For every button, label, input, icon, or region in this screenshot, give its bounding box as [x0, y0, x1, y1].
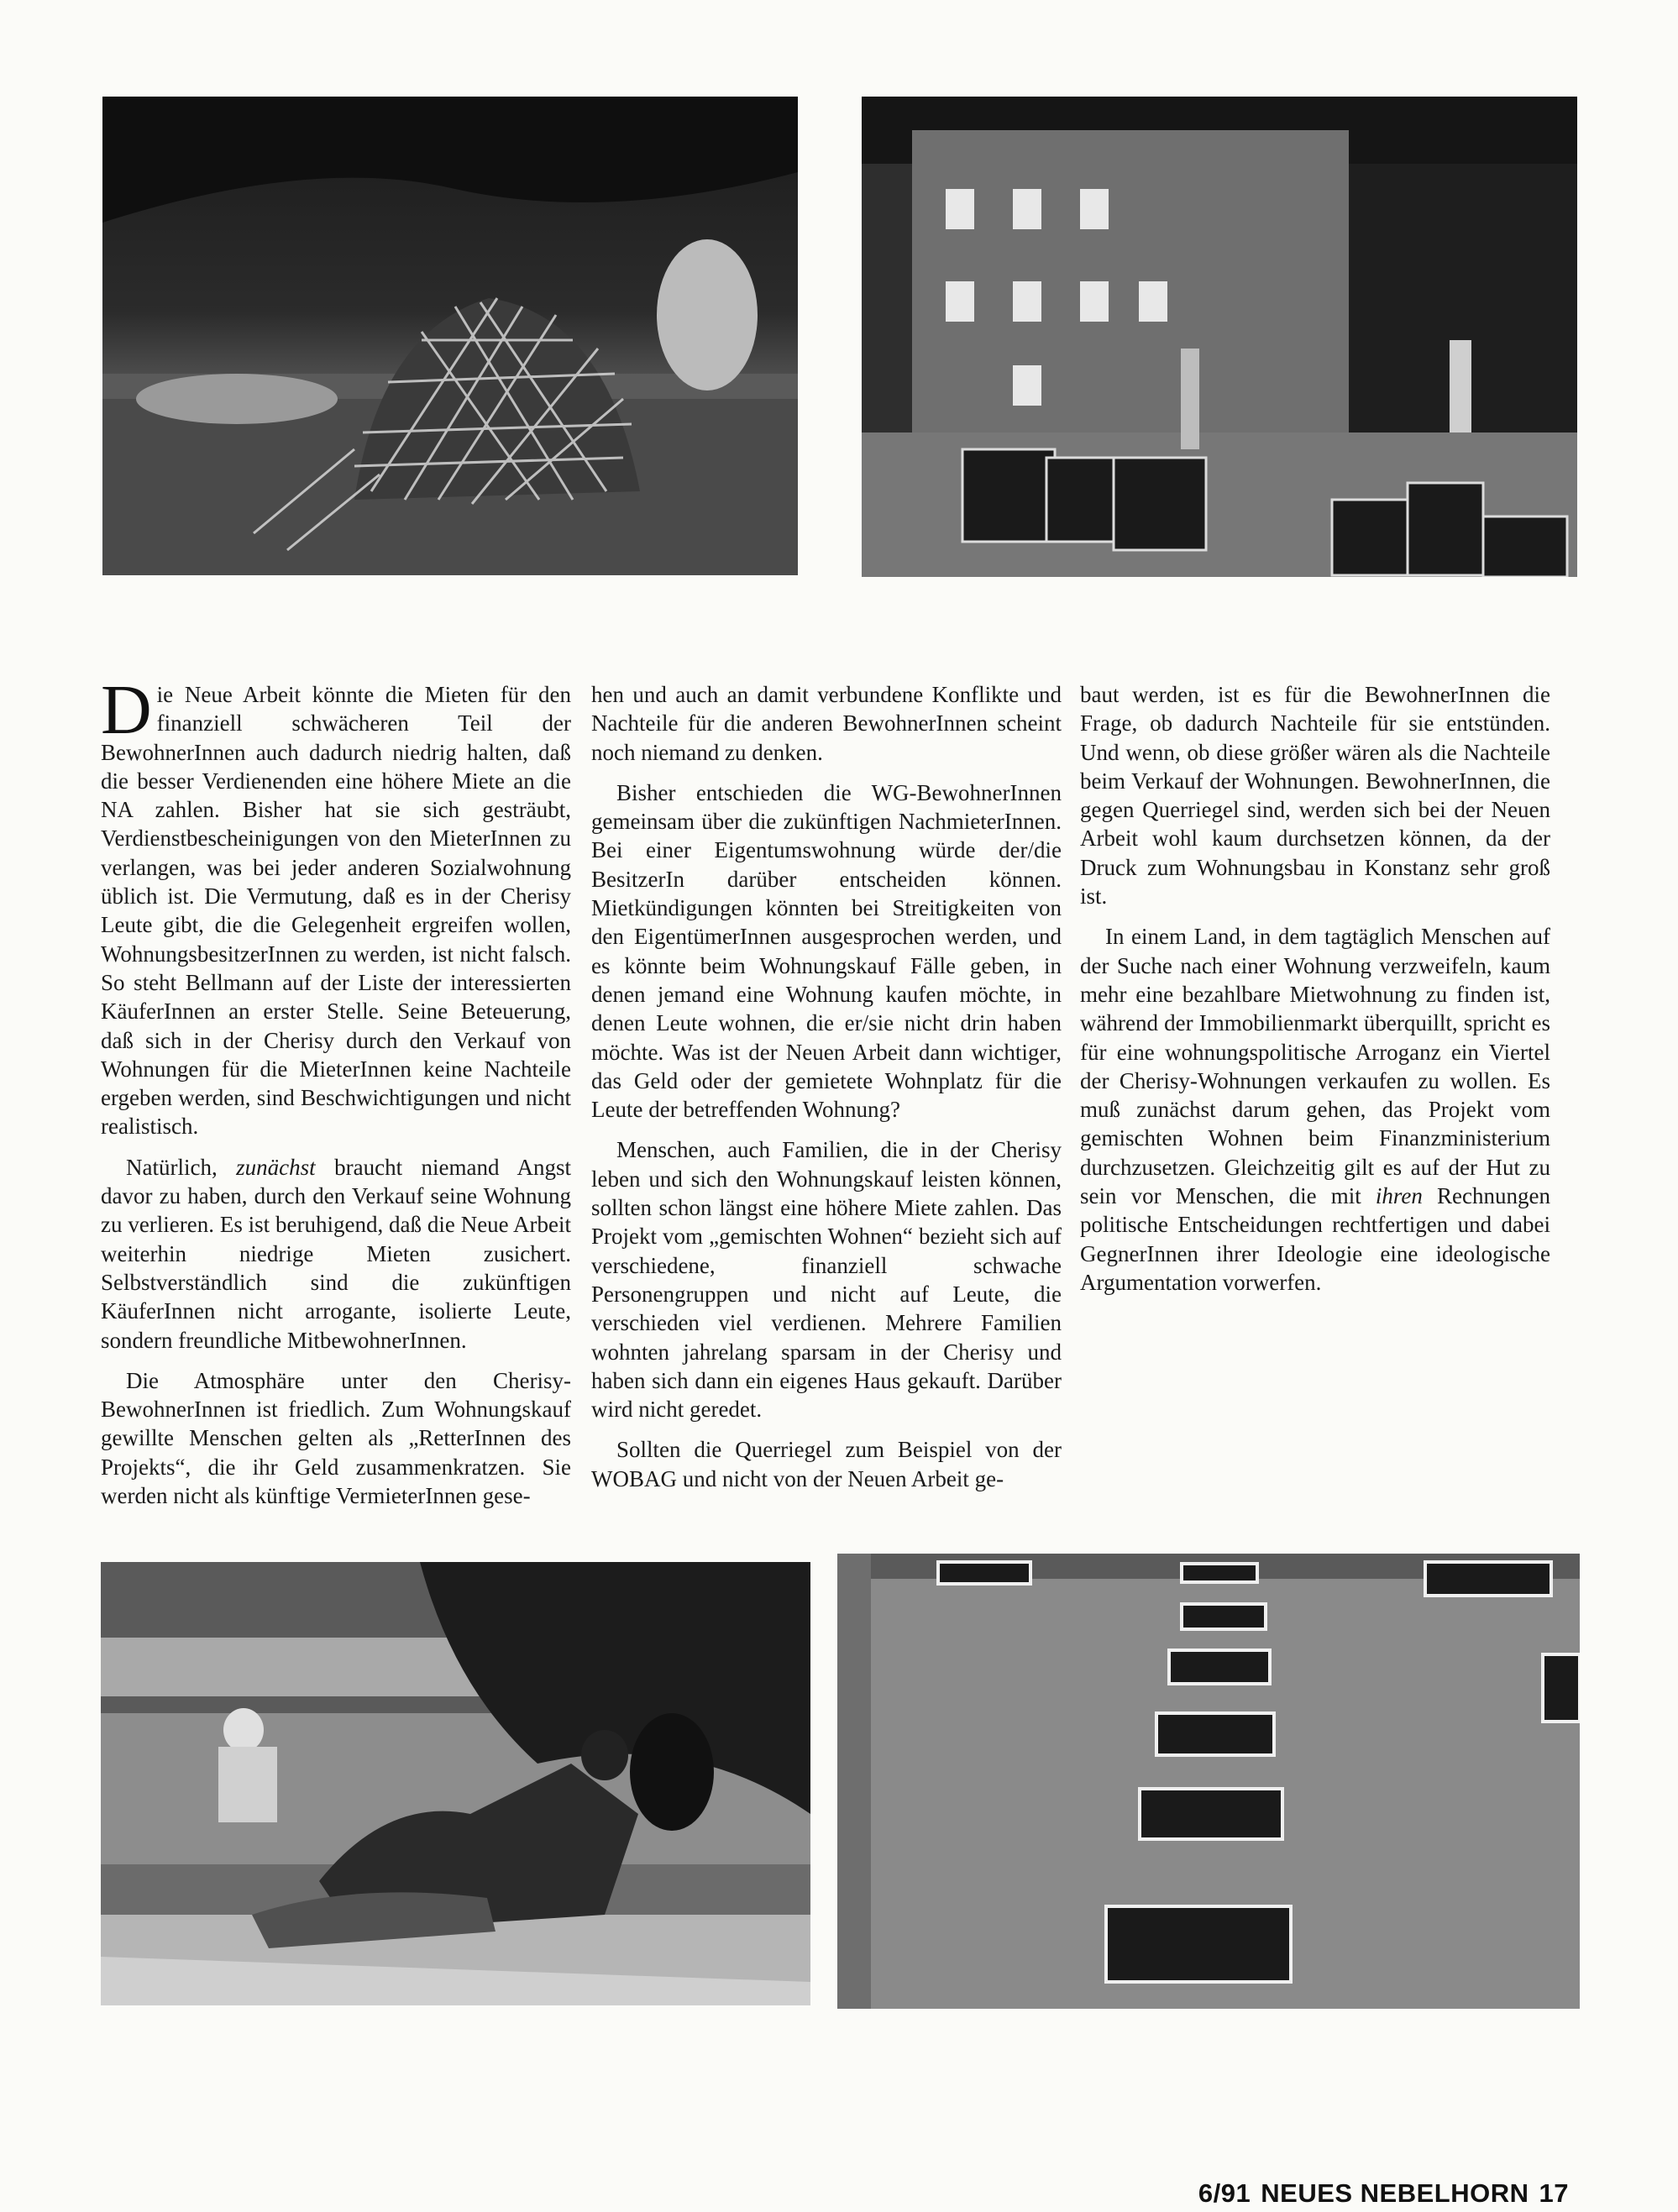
- page-footer: [1198, 2178, 1569, 2209]
- paragraph: baut werden, ist es für die BewohnerInnen die Frage, ob dadurch Nachteile für sie entstünden. Und wenn, ob diese größer wären als die Nachteile beim Verkauf der Wohnungen. BewohnerInnen, die gegen Querriegel sind, werden sich bei der Neuen Arbeit wohl kaum durchsetzen können, da der Druck zum Wohnungsbau in Konstanz sehr groß ist.: [1080, 682, 1550, 909]
- article-column-1: [101, 671, 571, 1510]
- magazine-title: NEUES NEBELHORN: [1261, 2178, 1529, 2208]
- paragraph: hen und auch an damit verbundene Konflikte und Nachteile für die anderen BewohnerInnen scheint noch niemand zu denken.: [591, 682, 1062, 765]
- paragraph: Bisher entschieden die WG-BewohnerInnen gemeinsam über die zukünftigen NachmieterInnen. Bei einer Eigentumswohnung würde der/die BesitzerIn darüber entscheiden können. Mietkündigungen könnten bei Streitigkeiten von den EigentümerInnen ausgesprochen werden, und es könnte beim Wohnungskauf Fälle geben, in denen jemand eine Wohnung kaufen möchte, in denen Leute wohnen, die er/sie nicht drin haben möchte. Was ist der Neuen Arbeit dann wichtiger, das Geld oder der gemietete Wohnplatz für die Leute der betreffenden Wohnung?: [591, 779, 1062, 1123]
- drop-cap: D: [101, 671, 152, 749]
- paragraph: Die Neue Arbeit könnte die Mieten für den finanziell schwächeren Teil der BewohnerInnen auch dadurch niedrig halten, daß die besser Verdienenden eine höhere Miete an die NA zahlen. Bisher hat sie sich gesträubt, Verdienstbescheinigungen von den MieterInnen zu verlangen, was bei jeder anderen Sozialwohnung üblich ist. Die Vermutung, daß es in der Cherisy Leute gibt, die die Gelegenheit ergreifen wollen, WohnungsbesitzerInnen zu werden, ist nicht falsch. So steht Bellmann auf der Liste der interessierten KäuferInnen an erster Stelle. Seine Beteuerung, daß sich in der Cherisy durch den Verkauf von Wohnungen für die MieterInnen keine Nachteile ergeben werden, sind Beschwichtigungen und nicht realistisch.: [101, 671, 571, 1140]
- issue-number: 6/91: [1198, 2178, 1251, 2208]
- paragraph: Die Atmosphäre unter den Cherisy-BewohnerInnen ist friedlich. Zum Wohnungskauf gewillte Menschen gelten als „RetterInnen des Projekts“, die ihr Geld zusammenkratzen. Sie werden nicht als künftige VermieterInnen gese-: [101, 1367, 571, 1509]
- photo-willow-dome: [102, 97, 798, 575]
- paragraph: In einem Land, in dem tagtäglich Menschen auf der Suche nach einer Wohnung verzweifeln, kaum mehr eine bezahlbare Mietwohnung zu finden ist, während der Immobilienmarkt überquillt, spricht es für eine wohnungspolitische Arroganz ein Viertel der Cherisy-Wohnungen verkaufen zu wollen. Es muß zunächst darum gehen, das Projekt vom gemischten Wohnen beim Finanzministerium durchzusetzen. Gleichzeitig gilt es auf der Hut zu sein vor Menschen, die mit ihren Rechnungen politische Entscheidungen rechtfertigen und dabei GegnerInnen ihrer Ideologie eine ideologische Argumentation vorwerfen.: [1080, 924, 1550, 1295]
- paragraph: Menschen, auch Familien, die in der Cherisy leben und sich den Wohnungskauf leisten können, sollten schon längst eine höhere Miete zahlen. Das Projekt vom „gemischten Wohnen“ bezieht sich auf verschiedene, finanziell schwache Personengruppen und nicht auf Leute, die verschieden viel verdienen. Mehrere Familien wohnten jahrelang sparsam in der Cherisy und haben sich dann ein eigenes Haus gekauft. Darüber wird nicht geredet.: [591, 1137, 1062, 1423]
- paragraph: Natürlich, zunächst braucht niemand Angst davor zu haben, durch den Verkauf seine Wohnung zu verlieren. Es ist beruhigend, daß die Neue Arbeit weiterhin niedrige Mieten zusichert. Selbstverständlich sind die zukünftigen KäuferInnen nicht arrogante, isolierte Leute, sondern freundliche MitbewohnerInnen.: [101, 1154, 571, 1353]
- article-column-3: [1080, 680, 1550, 1297]
- photo-people-on-grass: [101, 1562, 810, 2005]
- photo-apartment-facade: [837, 1554, 1580, 2009]
- photo-building-beehives: [862, 97, 1577, 577]
- page-number: 17: [1539, 2178, 1569, 2208]
- paragraph: Sollten die Querriegel zum Beispiel von der WOBAG und nicht von der Neuen Arbeit ge-: [591, 1437, 1062, 1491]
- article-column-2: [591, 680, 1062, 1493]
